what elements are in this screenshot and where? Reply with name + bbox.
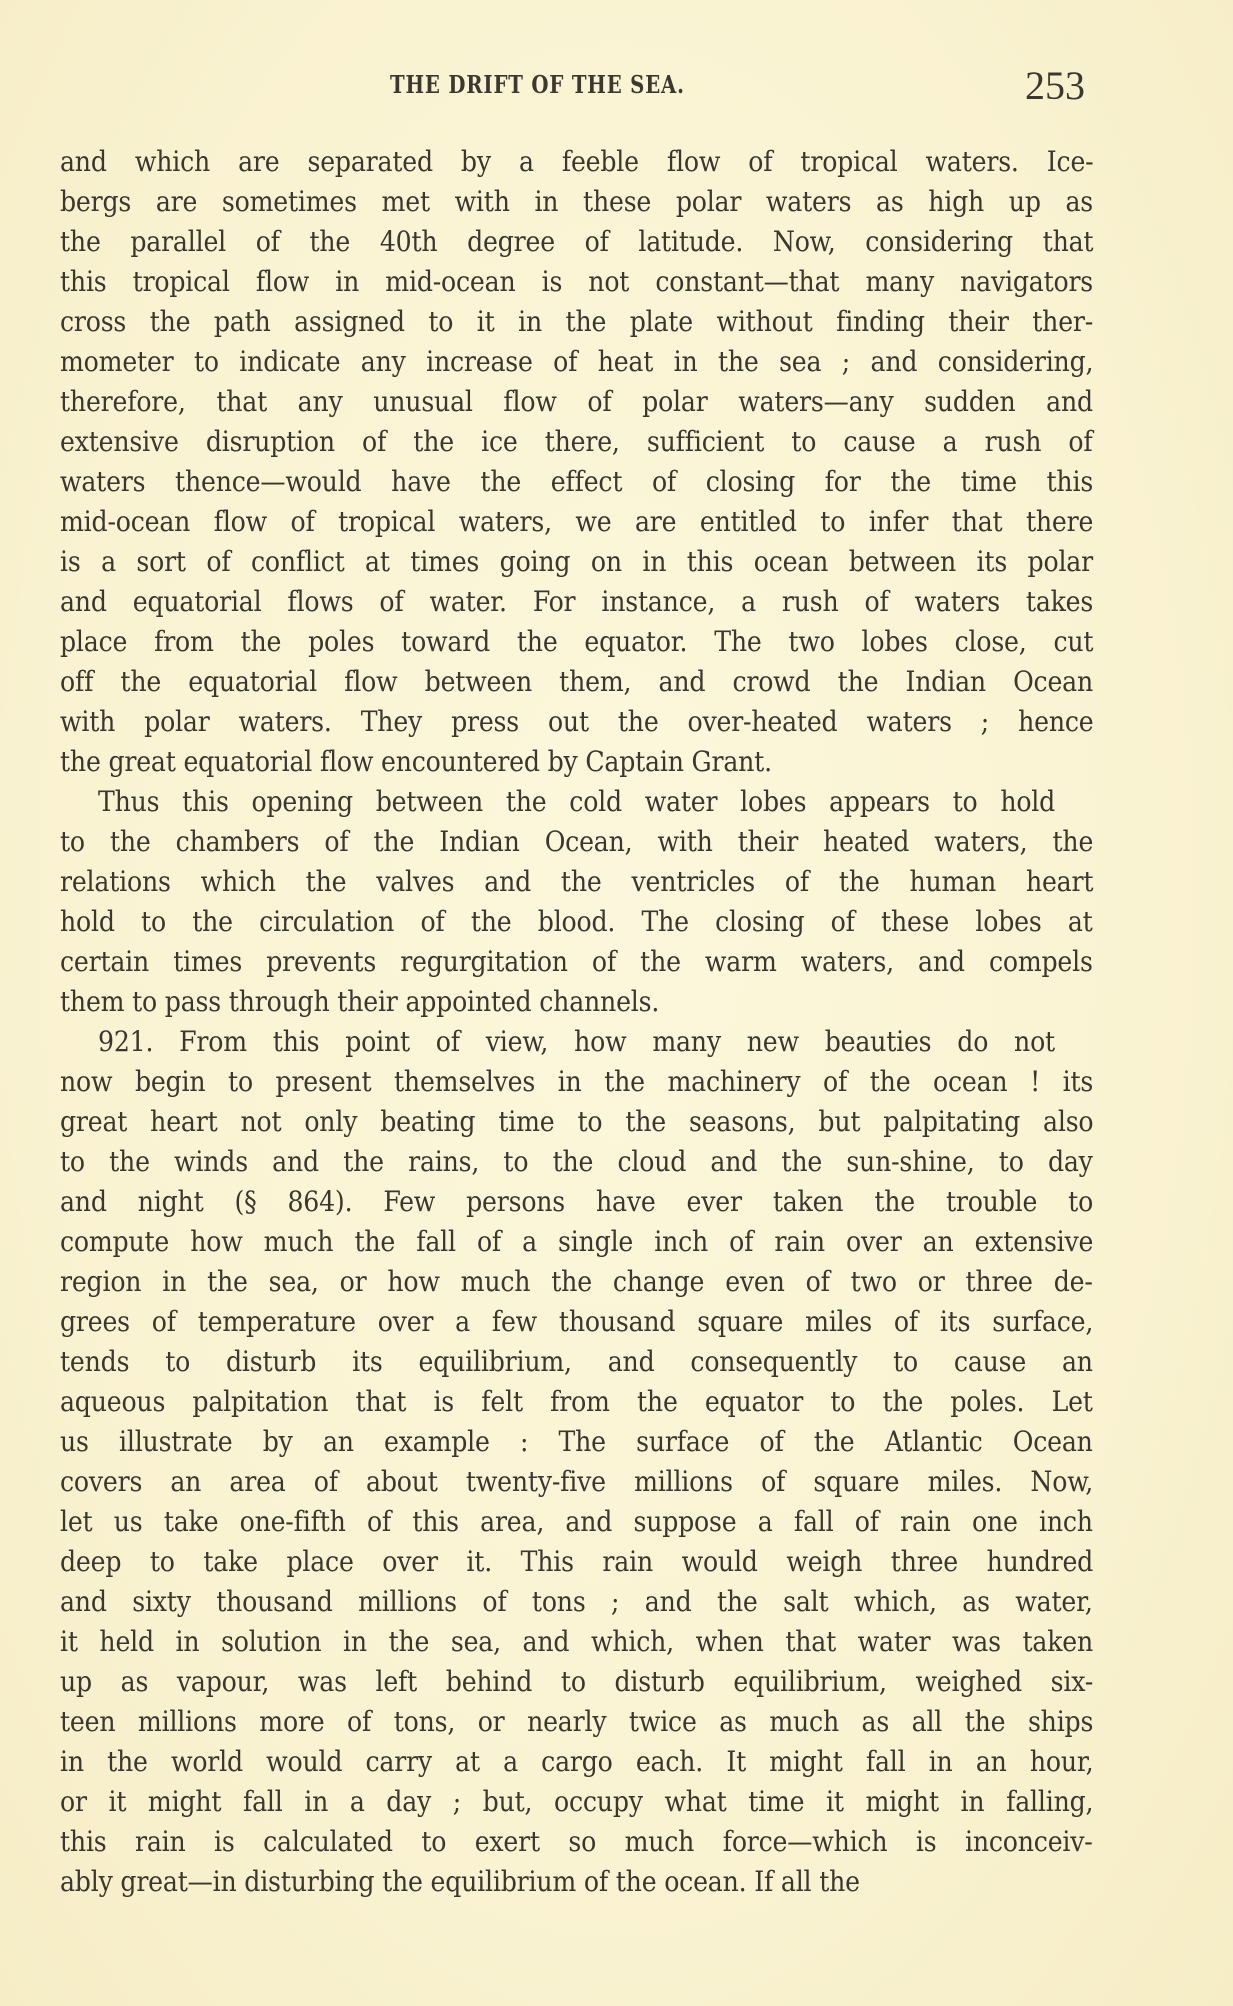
text-line	[60, 1742, 1093, 1782]
text-line-content: covers an area of about twenty-five millions of square miles. Now,	[60, 1465, 1094, 1498]
text-line-content: extensive disruption of the ice there, sufficient to cause a rush of	[60, 425, 1093, 458]
text-line	[60, 942, 1093, 982]
text-line	[60, 622, 1093, 662]
text-line	[60, 1582, 1093, 1622]
text-line	[60, 902, 1093, 942]
text-line-content: bergs are sometimes met with in these polar waters as high up as	[60, 185, 1093, 218]
text-line-content: with polar waters. They press out the over-heated waters ; hence	[60, 705, 1094, 738]
text-line-content: cross the path assigned to it in the plate without finding their ther-	[60, 305, 1094, 338]
text-line	[60, 1822, 1093, 1862]
text-line	[60, 1022, 1093, 1062]
text-line-content: certain times prevents regurgitation of the warm waters, and compels	[60, 945, 1093, 978]
text-line-content: relations which the valves and the ventricles of the human heart	[60, 865, 1094, 898]
text-line	[60, 742, 1093, 782]
text-line	[60, 1062, 1093, 1102]
text-line-content: great heart not only beating time to the seasons, but palpitating also	[60, 1105, 1094, 1138]
text-line-content: waters thence—would have the effect of closing for the time this	[60, 465, 1094, 498]
text-line-content: 921. From this point of view, how many new beauties do not	[98, 1025, 1055, 1058]
text-line	[60, 702, 1093, 742]
text-line-content: let us take one-fifth of this area, and suppose a fall of rain one inch	[60, 1505, 1093, 1538]
text-line	[60, 662, 1093, 702]
text-line	[60, 1382, 1093, 1422]
body-text	[60, 142, 1093, 1902]
text-line-content: off the equatorial flow between them, and crowd the Indian Ocean	[60, 665, 1094, 698]
text-line-content: and equatorial flows of water. For instance, a rush of waters takes	[60, 585, 1094, 618]
text-line	[60, 302, 1093, 342]
running-title: THE DRIFT OF THE SEA.	[390, 70, 685, 99]
paragraph-thus-this-opening	[60, 782, 1093, 1022]
text-line	[60, 982, 1093, 1022]
text-line-content: is a sort of conflict at times going on in this ocean between its polar	[60, 545, 1093, 578]
page-number: 253	[1025, 63, 1085, 108]
text-line-content: teen millions more of tons, or nearly twice as much as all the ships	[60, 1705, 1094, 1738]
paragraph-section-921	[60, 1022, 1093, 1902]
text-line	[60, 1182, 1093, 1222]
text-line-content: to the winds and the rains, to the cloud and the sun-shine, to day	[60, 1145, 1093, 1178]
text-line	[60, 822, 1093, 862]
text-line	[60, 1222, 1093, 1262]
text-line	[60, 582, 1093, 622]
text-line	[60, 462, 1093, 502]
text-line	[60, 342, 1093, 382]
text-line	[60, 1102, 1093, 1142]
text-line	[60, 1542, 1093, 1582]
text-line	[60, 1342, 1093, 1382]
running-head	[0, 62, 1233, 110]
text-line	[60, 1662, 1093, 1702]
text-line	[60, 262, 1093, 302]
text-line	[60, 422, 1093, 462]
text-line-content: tends to disturb its equilibrium, and consequently to cause an	[60, 1345, 1093, 1378]
text-line-content: therefore, that any unusual flow of polar waters—any sudden and	[60, 385, 1093, 418]
text-line-content: aqueous palpitation that is felt from the equator to the poles. Let	[60, 1385, 1093, 1418]
text-line-content: mometer to indicate any increase of heat in the sea ; and considering,	[60, 345, 1094, 378]
text-line-content: the great equatorial flow encountered by Captain Grant.	[60, 745, 772, 778]
text-line-content: region in the sea, or how much the change even of two or three de-	[60, 1265, 1093, 1298]
text-line	[60, 782, 1093, 822]
text-line-content: hold to the circulation of the blood. The closing of these lobes at	[60, 905, 1093, 938]
text-line-content: ably great—in disturbing the equilibrium of the ocean. If all the	[60, 1865, 860, 1898]
text-line	[60, 382, 1093, 422]
text-line	[60, 1262, 1093, 1302]
text-line	[60, 862, 1093, 902]
text-line-content: the parallel of the 40th degree of latitude. Now, considering that	[60, 225, 1094, 258]
text-line-content: to the chambers of the Indian Ocean, with their heated waters, the	[60, 825, 1094, 858]
text-line-content: up as vapour, was left behind to disturb equilibrium, weighed six-	[60, 1665, 1094, 1698]
text-line-content: compute how much the fall of a single inch of rain over an extensive	[60, 1225, 1094, 1258]
text-line-content: deep to take place over it. This rain would weigh three hundred	[60, 1545, 1094, 1578]
text-line-content: place from the poles toward the equator. The two lobes close, cut	[60, 625, 1094, 658]
text-line	[60, 502, 1093, 542]
text-line-content: in the world would carry at a cargo each. It might fall in an hour,	[60, 1745, 1094, 1778]
text-line-content: and night (§ 864). Few persons have ever taken the trouble to	[60, 1185, 1094, 1218]
text-line	[60, 1622, 1093, 1662]
text-line-content: it held in solution in the sea, and which, when that water was taken	[60, 1625, 1093, 1658]
text-line	[60, 222, 1093, 262]
text-line-content: or it might fall in a day ; but, occupy what time it might in falling,	[60, 1785, 1094, 1818]
text-line-content: this tropical flow in mid-ocean is not constant—that many navigators	[60, 265, 1094, 298]
text-line-content: mid-ocean flow of tropical waters, we are entitled to infer that there	[60, 505, 1094, 538]
text-line-content: them to pass through their appointed channels.	[60, 985, 660, 1018]
text-line	[60, 542, 1093, 582]
text-line	[60, 142, 1093, 182]
paragraph-continuation	[60, 142, 1093, 782]
text-line-content: this rain is calculated to exert so much force—which is inconceiv-	[60, 1825, 1093, 1858]
text-line-content: Thus this opening between the cold water lobes appears to hold	[98, 785, 1056, 818]
text-line	[60, 1702, 1093, 1742]
text-line	[60, 1422, 1093, 1462]
text-line	[60, 1302, 1093, 1342]
text-line-content: now begin to present themselves in the machinery of the ocean ! its	[60, 1065, 1094, 1098]
text-line	[60, 1782, 1093, 1822]
text-line-content: and sixty thousand millions of tons ; and the salt which, as water,	[60, 1585, 1093, 1618]
text-line	[60, 1502, 1093, 1542]
text-line	[60, 1862, 1093, 1902]
text-line	[60, 1462, 1093, 1502]
text-line	[60, 182, 1093, 222]
text-line-content: grees of temperature over a few thousand square miles of its surface,	[60, 1305, 1094, 1338]
text-line	[60, 1142, 1093, 1182]
text-line-content: and which are separated by a feeble flow of tropical waters. Ice-	[60, 145, 1094, 178]
text-line-content: us illustrate by an example : The surface of the Atlantic Ocean	[60, 1425, 1093, 1458]
